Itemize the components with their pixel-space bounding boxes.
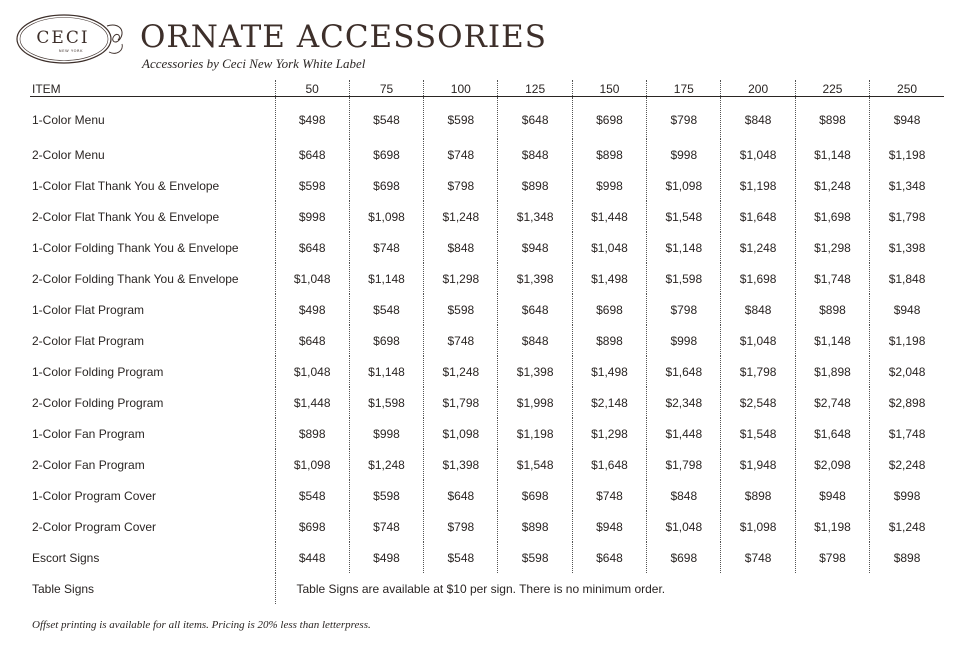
- price-cell: $698: [647, 542, 721, 573]
- table-row: [30, 387, 944, 418]
- price-cell: $1,448: [572, 201, 646, 232]
- price-cell: $1,298: [795, 232, 869, 263]
- price-cell: $798: [795, 542, 869, 573]
- quantity-header: 125: [498, 80, 572, 97]
- price-cell: $548: [349, 97, 423, 140]
- price-cell: $1,548: [721, 418, 795, 449]
- price-cell: $998: [870, 480, 944, 511]
- table-signs-note: Table Signs are available at $10 per sign. There is no minimum order.: [275, 573, 944, 604]
- price-cell: $1,598: [647, 263, 721, 294]
- table-row: [30, 542, 944, 573]
- quantity-header: 175: [647, 80, 721, 97]
- price-cell: $1,048: [572, 232, 646, 263]
- table-header-row: [30, 80, 944, 97]
- price-cell: $548: [349, 294, 423, 325]
- price-cell: $1,398: [498, 263, 572, 294]
- price-cell: $2,898: [870, 387, 944, 418]
- price-cell: $1,098: [349, 201, 423, 232]
- price-cell: $1,498: [572, 263, 646, 294]
- price-cell: $1,898: [795, 356, 869, 387]
- price-cell: $1,098: [721, 511, 795, 542]
- price-cell: $1,348: [498, 201, 572, 232]
- price-cell: $1,298: [572, 418, 646, 449]
- item-name: 1-Color Program Cover: [32, 488, 157, 503]
- item-name: 2-Color Folding Program: [32, 395, 164, 410]
- table-row: [30, 573, 944, 604]
- price-cell: $698: [275, 511, 349, 542]
- ceci-logo: [14, 12, 128, 66]
- quantity-header: 200: [721, 80, 795, 97]
- item-name: 2-Color Menu: [32, 147, 105, 162]
- price-cell: $1,798: [870, 201, 944, 232]
- item-name: 2-Color Program Cover: [32, 519, 157, 534]
- quantity-header: 250: [870, 80, 944, 97]
- price-cell: $748: [349, 511, 423, 542]
- price-cell: $898: [572, 325, 646, 356]
- table-row: [30, 356, 944, 387]
- table-row: [30, 170, 944, 201]
- item-name: 2-Color Flat Program: [32, 333, 145, 348]
- price-cell: $748: [424, 325, 498, 356]
- table-row: [30, 97, 944, 140]
- price-cell: $1,848: [870, 263, 944, 294]
- price-cell: $1,248: [721, 232, 795, 263]
- price-cell: $1,648: [795, 418, 869, 449]
- price-cell: $498: [275, 294, 349, 325]
- price-cell: $898: [498, 511, 572, 542]
- price-cell: $898: [721, 480, 795, 511]
- table-row: [30, 449, 944, 480]
- logo-wordmark: CECI: [36, 28, 90, 48]
- footnote: Offset printing is available for all items. Pricing is 20% less than letterpress.: [32, 619, 371, 631]
- price-cell: $898: [870, 542, 944, 573]
- price-cell: $748: [424, 139, 498, 170]
- price-cell: $2,098: [795, 449, 869, 480]
- price-cell: $798: [647, 294, 721, 325]
- table-body: [30, 97, 944, 605]
- price-cell: $798: [647, 97, 721, 140]
- item-name: 2-Color Flat Thank You & Envelope: [32, 209, 220, 224]
- logo-subtext: NEW YORK: [58, 49, 84, 53]
- price-cell: $598: [424, 294, 498, 325]
- price-cell: $948: [795, 480, 869, 511]
- price-cell: $648: [498, 294, 572, 325]
- price-cell: $948: [498, 232, 572, 263]
- table-row: [30, 480, 944, 511]
- price-cell: $1,198: [870, 325, 944, 356]
- price-cell: $1,198: [795, 511, 869, 542]
- quantity-header: 100: [424, 80, 498, 97]
- price-cell: $1,448: [275, 387, 349, 418]
- price-cell: $1,198: [870, 139, 944, 170]
- table-row: [30, 325, 944, 356]
- price-cell: $1,148: [349, 263, 423, 294]
- price-cell: $2,748: [795, 387, 869, 418]
- price-cell: $998: [275, 201, 349, 232]
- price-cell: $1,648: [721, 201, 795, 232]
- item-column-header: ITEM: [30, 80, 275, 97]
- price-cell: $548: [275, 480, 349, 511]
- price-cell: $798: [424, 170, 498, 201]
- price-cell: $748: [349, 232, 423, 263]
- price-cell: $1,048: [721, 325, 795, 356]
- price-cell: $1,548: [498, 449, 572, 480]
- price-cell: $2,248: [870, 449, 944, 480]
- price-cell: $1,798: [721, 356, 795, 387]
- table-row: [30, 511, 944, 542]
- price-cell: $1,248: [424, 201, 498, 232]
- price-cell: $698: [572, 294, 646, 325]
- price-cell: $1,398: [424, 449, 498, 480]
- price-cell: $748: [572, 480, 646, 511]
- price-cell: $1,748: [870, 418, 944, 449]
- table-row: [30, 232, 944, 263]
- price-cell: $648: [572, 542, 646, 573]
- price-cell: $648: [275, 139, 349, 170]
- price-cell: $548: [424, 542, 498, 573]
- price-cell: $1,298: [424, 263, 498, 294]
- price-cell: $848: [424, 232, 498, 263]
- price-cell: $1,198: [721, 170, 795, 201]
- price-cell: $1,248: [870, 511, 944, 542]
- price-cell: $948: [870, 294, 944, 325]
- price-cell: $848: [721, 97, 795, 140]
- price-cell: $598: [498, 542, 572, 573]
- price-cell: $598: [275, 170, 349, 201]
- item-name: Table Signs: [32, 581, 95, 596]
- price-cell: $798: [424, 511, 498, 542]
- price-cell: $1,648: [572, 449, 646, 480]
- price-cell: $998: [349, 418, 423, 449]
- price-cell: $2,548: [721, 387, 795, 418]
- price-cell: $1,148: [349, 356, 423, 387]
- price-cell: $1,098: [424, 418, 498, 449]
- price-cell: $1,048: [275, 356, 349, 387]
- table-row: [30, 418, 944, 449]
- price-table: [30, 80, 944, 604]
- price-cell: $498: [275, 97, 349, 140]
- item-name: 1-Color Flat Thank You & Envelope: [32, 178, 220, 193]
- item-name: 2-Color Fan Program: [32, 457, 145, 472]
- price-cell: $748: [721, 542, 795, 573]
- price-cell: $648: [424, 480, 498, 511]
- price-cell: $648: [275, 325, 349, 356]
- price-cell: $1,998: [498, 387, 572, 418]
- item-name: 1-Color Folding Thank You & Envelope: [32, 240, 239, 255]
- price-cell: $898: [275, 418, 349, 449]
- price-cell: $1,098: [275, 449, 349, 480]
- price-cell: $1,798: [424, 387, 498, 418]
- price-cell: $1,348: [870, 170, 944, 201]
- price-cell: $448: [275, 542, 349, 573]
- price-cell: $1,398: [870, 232, 944, 263]
- price-cell: $598: [349, 480, 423, 511]
- price-cell: $648: [275, 232, 349, 263]
- price-cell: $848: [647, 480, 721, 511]
- quantity-header: 75: [349, 80, 423, 97]
- price-cell: $598: [424, 97, 498, 140]
- price-cell: $1,398: [498, 356, 572, 387]
- item-name: 1-Color Flat Program: [32, 302, 145, 317]
- quantity-header: 50: [275, 80, 349, 97]
- price-cell: $1,448: [647, 418, 721, 449]
- price-cell: $648: [498, 97, 572, 140]
- price-cell: $998: [647, 139, 721, 170]
- price-cell: $2,148: [572, 387, 646, 418]
- price-cell: $898: [498, 170, 572, 201]
- price-cell: $1,648: [647, 356, 721, 387]
- page-title: ORNATE ACCESSORIES: [140, 19, 547, 55]
- price-cell: $948: [870, 97, 944, 140]
- quantity-header: 225: [795, 80, 869, 97]
- item-name: 2-Color Folding Thank You & Envelope: [32, 271, 239, 286]
- price-cell: $1,248: [795, 170, 869, 201]
- price-cell: $498: [349, 542, 423, 573]
- price-cell: $2,048: [870, 356, 944, 387]
- price-cell: $698: [349, 139, 423, 170]
- price-cell: $948: [572, 511, 646, 542]
- price-cell: $1,148: [795, 325, 869, 356]
- price-cell: $848: [498, 139, 572, 170]
- price-cell: $698: [572, 97, 646, 140]
- table-row: [30, 263, 944, 294]
- price-cell: $1,198: [498, 418, 572, 449]
- price-cell: $1,698: [795, 201, 869, 232]
- price-cell: $1,598: [349, 387, 423, 418]
- price-cell: $998: [572, 170, 646, 201]
- price-cell: $1,498: [572, 356, 646, 387]
- table-row: [30, 294, 944, 325]
- quantity-header: 150: [572, 80, 646, 97]
- item-name: Escort Signs: [32, 550, 100, 565]
- price-cell: $1,048: [647, 511, 721, 542]
- price-cell: $698: [498, 480, 572, 511]
- table-row: [30, 201, 944, 232]
- price-cell: $898: [795, 294, 869, 325]
- price-cell: $848: [721, 294, 795, 325]
- price-cell: $1,048: [721, 139, 795, 170]
- price-cell: $1,248: [424, 356, 498, 387]
- price-cell: $1,698: [721, 263, 795, 294]
- price-cell: $1,748: [795, 263, 869, 294]
- price-cell: $1,148: [795, 139, 869, 170]
- price-cell: $1,248: [349, 449, 423, 480]
- price-cell: $848: [498, 325, 572, 356]
- price-cell: $1,098: [647, 170, 721, 201]
- price-cell: $1,148: [647, 232, 721, 263]
- price-cell: $898: [572, 139, 646, 170]
- price-cell: $1,798: [647, 449, 721, 480]
- price-cell: $998: [647, 325, 721, 356]
- item-name: 1-Color Menu: [32, 113, 105, 127]
- table-row: [30, 139, 944, 170]
- page-subtitle: Accessories by Ceci New York White Label: [142, 56, 366, 71]
- item-name: 1-Color Folding Program: [32, 364, 164, 379]
- price-cell: $898: [795, 97, 869, 140]
- price-cell: $1,048: [275, 263, 349, 294]
- price-cell: $2,348: [647, 387, 721, 418]
- price-cell: $1,948: [721, 449, 795, 480]
- price-cell: $698: [349, 325, 423, 356]
- item-name: 1-Color Fan Program: [32, 426, 145, 441]
- price-cell: $698: [349, 170, 423, 201]
- price-cell: $1,548: [647, 201, 721, 232]
